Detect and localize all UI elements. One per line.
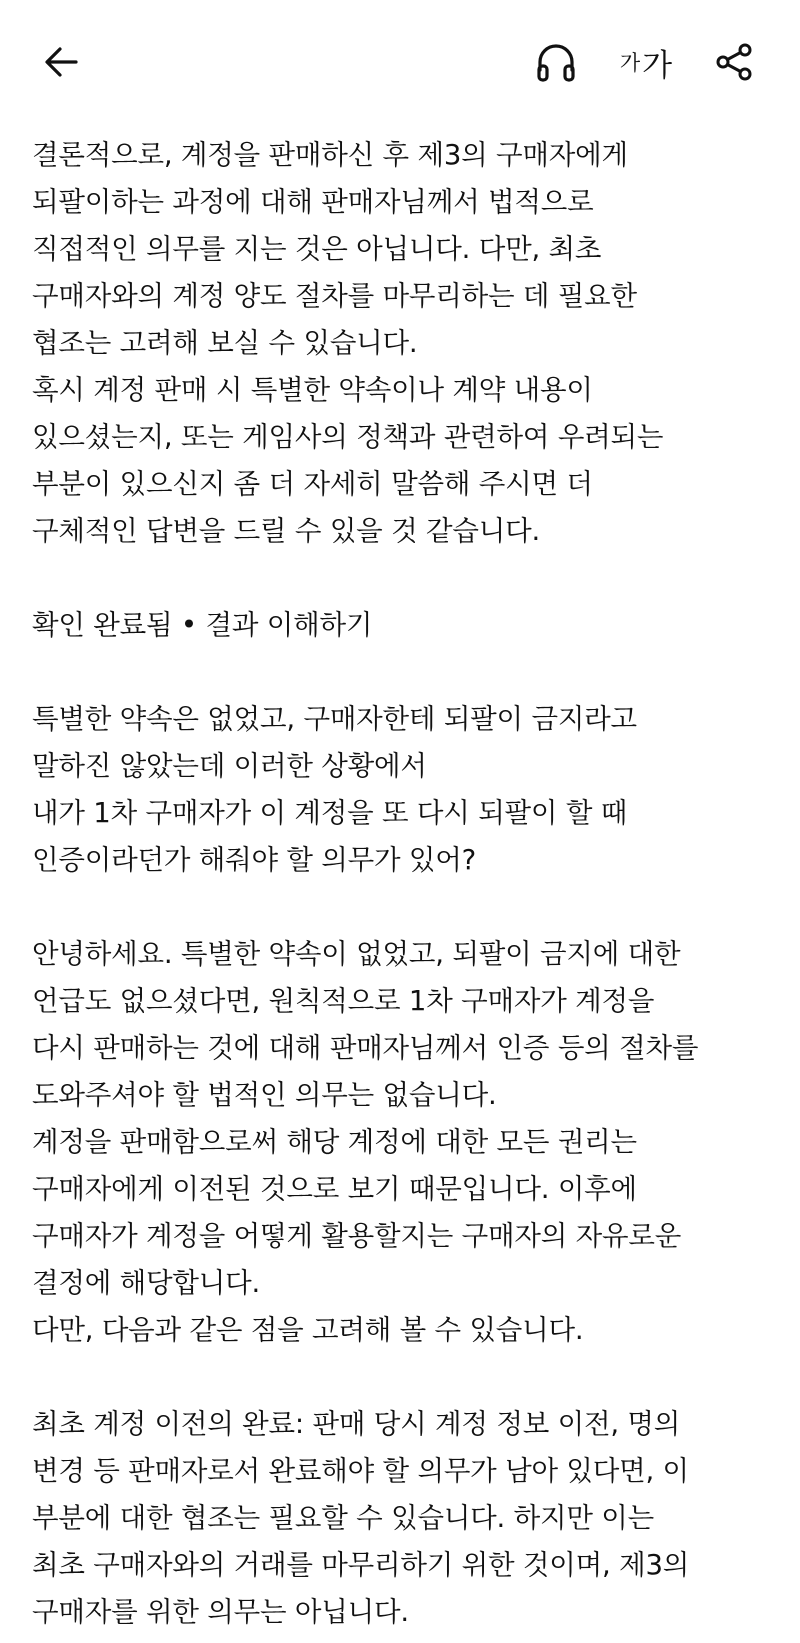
- text-line: 확인 완료됨 • 결과 이해하기: [32, 609, 373, 641]
- text-line: 구매자를 위한 의무는 아닙니다.: [32, 1596, 409, 1628]
- text-line: 다만, 다음과 같은 점을 고려해 볼 수 있습니다.: [32, 1314, 584, 1346]
- text-line: 구매자에게 이전된 것으로 보기 때문입니다. 이후에: [32, 1173, 637, 1205]
- text-line: 있으셨는지, 또는 게임사의 정책과 관련하여 우려되는: [32, 421, 664, 453]
- text-line: 안녕하세요. 특별한 약속이 없었고, 되팔이 금지에 대한: [32, 938, 681, 970]
- arrow-left-icon: [42, 42, 82, 82]
- top-bar: [0, 0, 800, 124]
- text-line: 최초 계정 이전의 완료: 판매 당시 계정 정보 이전, 명의: [32, 1408, 681, 1440]
- text-line: 되팔이하는 과정에 대해 판매자님께서 법적으로: [32, 186, 594, 218]
- conversation-content: [32, 132, 772, 1636]
- text-line: 구매자와의 계정 양도 절차를 마무리하는 데 필요한: [32, 280, 637, 312]
- text-line: 언급도 없으셨다면, 원칙적으로 1차 구매자가 계정을: [32, 985, 655, 1017]
- paragraph: [32, 132, 772, 555]
- text-line: 결정에 해당합니다.: [32, 1267, 261, 1299]
- text-line: 말하진 않았는데 이러한 상황에서: [32, 750, 427, 782]
- text-line: 협조는 고려해 보실 수 있습니다.: [32, 327, 418, 359]
- back-button[interactable]: [38, 38, 86, 86]
- text-line: 구매자가 계정을 어떻게 활용할지는 구매자의 자유로운: [32, 1220, 682, 1252]
- font-size-small-glyph: 가: [619, 51, 641, 75]
- text-line: 다시 판매하는 것에 대해 판매자님께서 인증 등의 절차를: [32, 1032, 699, 1064]
- text-line: 결론적으로, 계정을 판매하신 후 제3의 구매자에게: [32, 139, 628, 171]
- text-line: 변경 등 판매자로서 완료해야 할 의무가 남아 있다면, 이: [32, 1455, 689, 1487]
- text-line: 혹시 계정 판매 시 특별한 약속이나 계약 내용이: [32, 374, 593, 406]
- share-icon: [714, 42, 754, 82]
- text-line: 부분에 대한 협조는 필요할 수 있습니다. 하지만 이는: [32, 1502, 654, 1534]
- font-size-button[interactable]: [612, 38, 680, 86]
- text-line: 직접적인 의무를 지는 것은 아닙니다. 다만, 최초: [32, 233, 602, 265]
- text-line: 내가 1차 구매자가 이 계정을 또 다시 되팔이 할 때: [32, 797, 628, 829]
- text-line: 부분이 있으신지 좀 더 자세히 말씀해 주시면 더: [32, 468, 593, 500]
- text-line: 계정을 판매함으로써 해당 계정에 대한 모든 권리는: [32, 1126, 637, 1158]
- text-line: 최초 구매자와의 거래를 마무리하기 위한 것이며, 제3의: [32, 1549, 690, 1581]
- paragraph: [32, 931, 772, 1354]
- font-size-large-glyph: 가: [642, 47, 673, 84]
- paragraph: [32, 602, 772, 649]
- share-button[interactable]: [710, 38, 758, 86]
- paragraph: [32, 1401, 772, 1636]
- text-line: 도와주셔야 할 법적인 의무는 없습니다.: [32, 1079, 497, 1111]
- text-line: 구체적인 답변을 드릴 수 있을 것 같습니다.: [32, 515, 540, 547]
- text-line: 특별한 약속은 없었고, 구매자한테 되팔이 금지라고: [32, 703, 637, 735]
- paragraph: [32, 696, 772, 884]
- text-line: 인증이라던가 해줘야 할 의무가 있어?: [32, 844, 477, 876]
- headphones-icon: [534, 40, 578, 84]
- listen-button[interactable]: [532, 38, 580, 86]
